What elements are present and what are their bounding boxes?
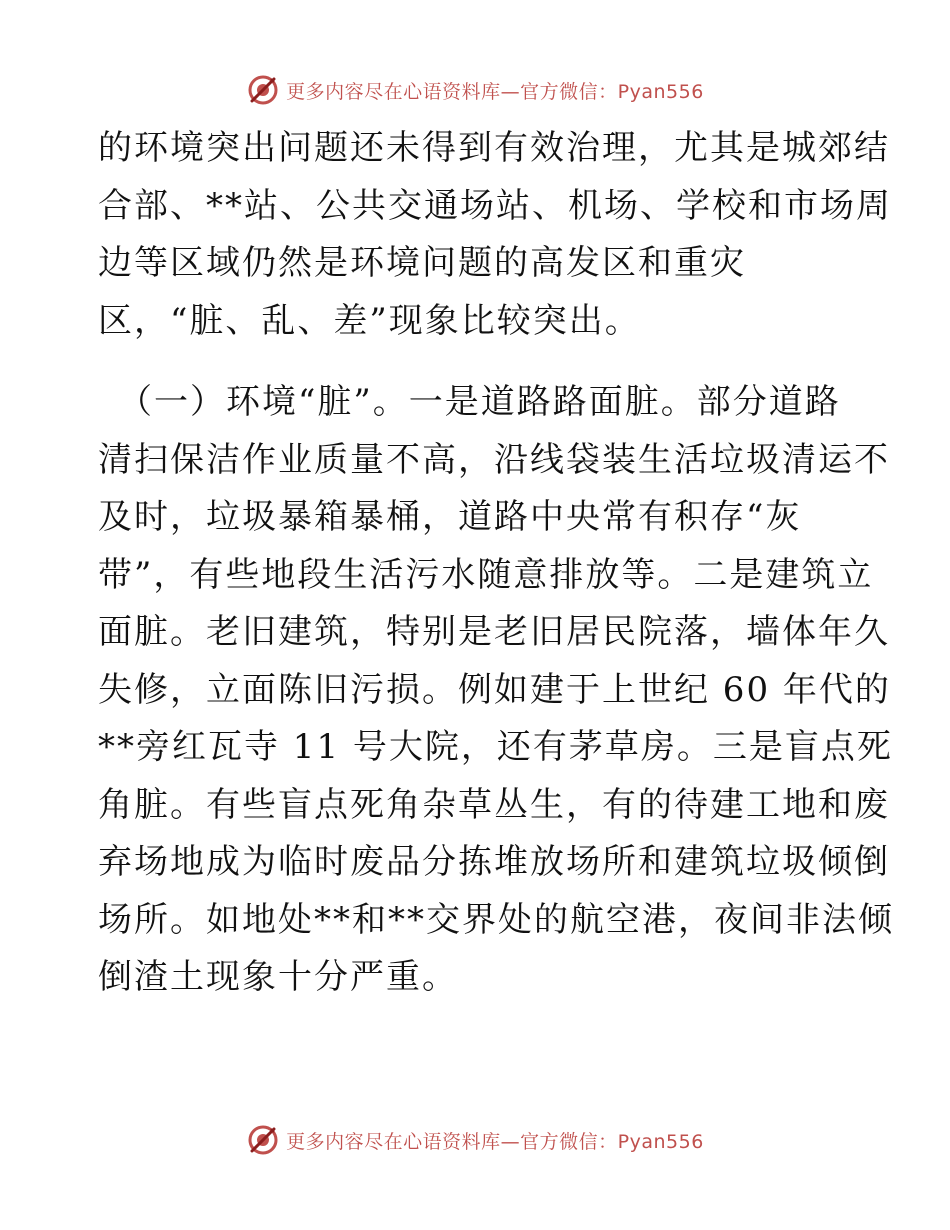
document-body: [98, 120, 894, 1007]
text-line: **旁红瓦寺 11 号大院，还有茅草房。三是盲点死: [98, 727, 893, 767]
text-line: （一）环境“脏”。一是道路路面脏。部分道路: [118, 382, 841, 422]
text-line: 合部、**站、公共交通场站、机场、学校和市场周: [98, 185, 892, 226]
logo-icon: [246, 1123, 280, 1157]
text-line: 角脏。有些盲点死角杂草丛生，有的待建工地和废: [98, 784, 890, 825]
text-line: 场所。如地处**和**交界处的航空港，夜间非法倾: [98, 899, 894, 940]
header-banner-text: 更多内容尽在心语资料库—官方微信：Pyan556: [286, 80, 704, 103]
footer-banner: [0, 1120, 950, 1160]
header-banner: [0, 70, 950, 110]
text-line: 带”，有些地段生活污水随意排放等。二是建筑立: [98, 554, 874, 595]
text-line: 及时，垃圾暴箱暴桶，道路中央常有积存“灰: [98, 497, 802, 537]
paragraph-1: [98, 120, 892, 350]
text-line: 清扫保洁作业质量不高，沿线袋装生活垃圾清运不: [98, 439, 890, 480]
text-line: 弃场地成为临时废品分拣堆放场所和建筑垃圾倾倒: [98, 842, 890, 882]
footer-banner-text: 更多内容尽在心语资料库—官方微信：Pyan556: [286, 1130, 704, 1153]
text-line: 失修，立面陈旧污损。例如建于上世纪 60 年代的: [98, 669, 891, 710]
text-line: 区，“脏、乱、差”现象比较突出。: [98, 300, 641, 341]
logo-icon: [246, 73, 280, 107]
text-line: 倒渣土现象十分严重。: [98, 957, 458, 997]
text-line: 的环境突出问题还未得到有效治理，尤其是城郊结: [98, 128, 890, 168]
paragraph-2: [98, 374, 894, 1007]
text-line: 面脏。老旧建筑，特别是老旧居民院落，墙体年久: [98, 612, 890, 652]
text-line: 边等区域仍然是环境问题的高发区和重灾: [98, 243, 746, 283]
